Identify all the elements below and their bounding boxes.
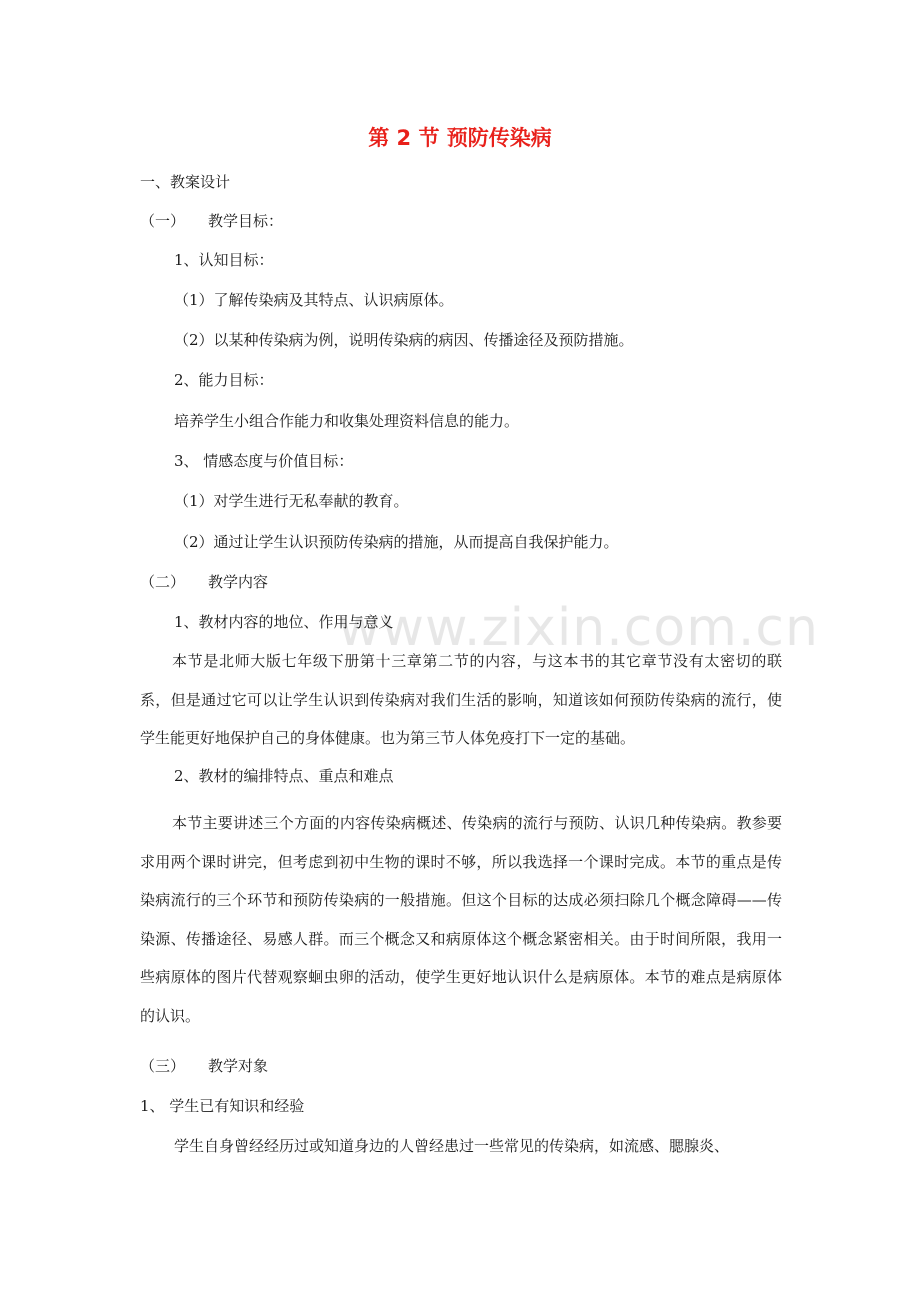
subsection-number-1: （一） <box>140 212 186 230</box>
watermark: www.zixin.com.cn <box>338 598 819 658</box>
subsection-heading-teaching-content: 教学内容 <box>208 573 269 591</box>
item-heading-cognitive-goals: 1、认知目标： <box>174 251 274 269</box>
item-heading-ability-goals: 2、能力目标： <box>174 371 274 389</box>
item-heading-material-position: 1、教材内容的地位、作用与意义 <box>174 613 394 631</box>
subsection-number-2: （二） <box>140 573 186 591</box>
item-heading-material-features: 2、教材的编排特点、重点和难点 <box>174 767 394 785</box>
text-line: 学生自身曾经经历过或知道身边的人曾经患过一些常见的传染病，如流感、腮腺炎、 <box>174 1137 730 1155</box>
page-title: 第 2 节 预防传染病 <box>368 126 552 150</box>
list-item: （2）通过让学生认识预防传染病的措施，从而提高自我保护能力。 <box>174 533 619 551</box>
list-item: （1）了解传染病及其特点、认识病原体。 <box>174 291 454 309</box>
item-heading-emotion-goals: 3、 情感态度与价值目标： <box>174 452 354 470</box>
section-heading-lesson-design: 一、教案设计 <box>140 173 231 191</box>
paragraph-material-position: 本节是北师大版七年级下册第十三章第二节的内容，与这本书的其它章节没有太密切的联系，但是通过它可以让学生认识到传染病对我们生活的影响，知道该如何预防传染病的流行，使学生能更好地保护自己的身体健康。也为第三节人体免疫打下一定的基础。 <box>140 652 782 747</box>
paragraph-material-features: 本节主要讲述三个方面的内容传染病概述、传染病的流行与预防、认识几种传染病。教参要求用两个课时讲完，但考虑到初中生物的课时不够，所以我选择一个课时完成。本节的重点是传染病流行的三个环节和预防传染病的一般措施。但这个目标的达成必须扫除几个概念障碍——传染源、传播途径、易感人群。而三个概念又和病原体这个概念紧密相关。由于时间所限，我用一些病原体的图片代替观察蛔虫卵的活动，使学生更好地认识什么是病原体。本节的难点是病原体的认识。 <box>140 814 782 1025</box>
subsection-number-3: （三） <box>140 1057 186 1075</box>
list-item: （1）对学生进行无私奉献的教育。 <box>174 492 409 510</box>
list-item: （2）以某种传染病为例，说明传染病的病因、传播途径及预防措施。 <box>174 331 634 349</box>
subsection-heading-teaching-object: 教学对象 <box>208 1057 269 1075</box>
text-line: 培养学生小组合作能力和收集处理资料信息的能力。 <box>174 412 520 430</box>
subsection-heading-teaching-goals: 教学目标： <box>208 212 284 230</box>
item-heading-prior-knowledge: 1、 学生已有知识和经验 <box>140 1097 305 1115</box>
